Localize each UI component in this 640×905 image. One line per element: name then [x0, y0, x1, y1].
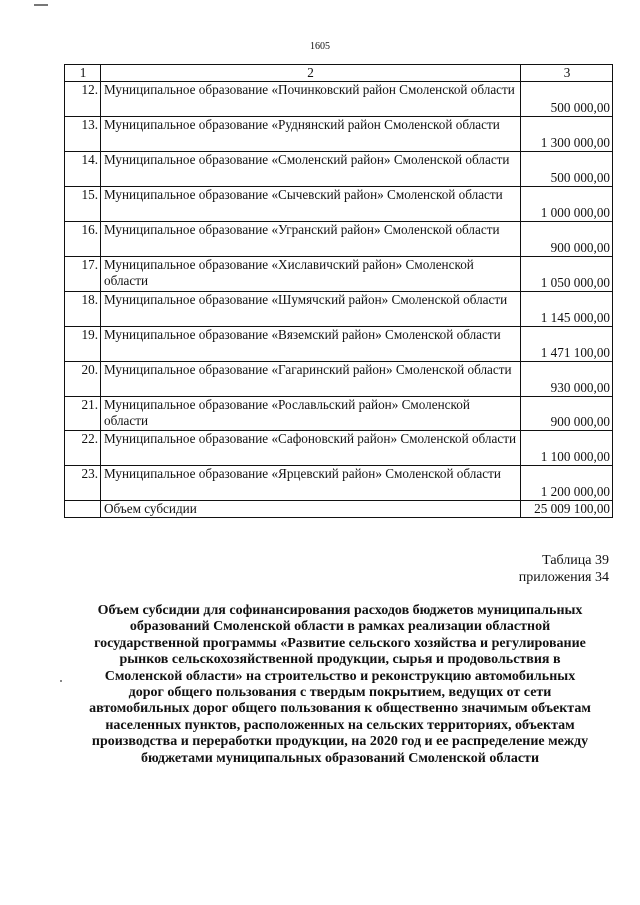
row-amount: 930 000,00	[521, 362, 613, 397]
row-municipality: Муниципальное образование «Угранский район» Смоленской области	[101, 222, 521, 257]
heading-line: дорог общего пользования с твердым покрытием, ведущих от сети	[128, 685, 552, 701]
row-number: 20.	[65, 362, 101, 397]
heading-line: Объем субсидии для софинансирования расходов бюджетов муниципальных	[97, 603, 583, 618]
row-amount: 1 100 000,00	[521, 431, 613, 466]
subsidy-table	[64, 64, 613, 518]
row-amount: 500 000,00	[521, 152, 613, 187]
row-municipality: Муниципальное образование «Ярцевский район» Смоленской области	[101, 466, 521, 501]
heading-line: рынков сельскохозяйственной продукции, сырья и продовольствия в	[119, 652, 561, 668]
total-row	[65, 501, 613, 518]
caption-appendix: приложения 34	[518, 570, 609, 585]
row-number: 16.	[65, 222, 101, 257]
row-number: 13.	[65, 117, 101, 152]
table-row	[65, 257, 613, 292]
row-amount: 1 200 000,00	[521, 466, 613, 501]
row-number: 21.	[65, 397, 101, 431]
row-municipality: Муниципальное образование «Смоленский район» Смоленской области	[101, 152, 521, 187]
row-municipality: Муниципальное образование «Хиславичский район» Смоленской области	[101, 257, 521, 292]
total-number-cell	[65, 501, 101, 518]
heading-line: производства и переработки продукции, на 2020 год и ее распределение между	[91, 734, 589, 750]
row-amount: 1 300 000,00	[521, 117, 613, 152]
heading-line: населенных пунктов, расположенных на сельских территориях, объектам	[105, 717, 575, 733]
row-municipality: Муниципальное образование «Гагаринский район» Смоленской области	[101, 362, 521, 397]
row-amount: 1 050 000,00	[521, 257, 613, 292]
row-amount: 1 471 100,00	[521, 327, 613, 362]
row-amount: 500 000,00	[521, 82, 613, 117]
heading-line: государственной программы «Развитие сельского хозяйства и регулирование	[94, 635, 586, 651]
table-row	[65, 431, 613, 466]
heading-line: Смоленской области» на строительство и реконструкцию автомобильных	[104, 668, 576, 684]
scan-dot	[60, 680, 62, 682]
header-col-1: 1	[65, 65, 101, 82]
row-number: 14.	[65, 152, 101, 187]
caption-table-number: Таблица 39	[542, 553, 609, 568]
table-row	[65, 117, 613, 152]
row-number: 19.	[65, 327, 101, 362]
table-row	[65, 362, 613, 397]
row-number: 22.	[65, 431, 101, 466]
row-municipality: Муниципальное образование «Сафоновский район» Смоленской области	[101, 431, 521, 466]
row-municipality: Муниципальное образование «Починковский район Смоленской области	[101, 82, 521, 117]
page-number: 1605	[310, 41, 330, 52]
row-amount: 900 000,00	[521, 397, 613, 431]
row-number: 15.	[65, 187, 101, 222]
table-heading	[64, 603, 616, 767]
table-row	[65, 82, 613, 117]
table-row	[65, 292, 613, 327]
total-amount: 25 009 100,00	[521, 501, 613, 518]
table-row	[65, 466, 613, 501]
heading-line: образований Смоленской области в рамках реализации областной	[129, 619, 551, 635]
row-amount: 900 000,00	[521, 222, 613, 257]
scan-mark	[34, 4, 48, 6]
row-number: 17.	[65, 257, 101, 292]
table-row	[65, 327, 613, 362]
table-caption	[519, 552, 609, 586]
row-number: 18.	[65, 292, 101, 327]
row-municipality: Муниципальное образование «Рославльский район» Смоленской области	[101, 397, 521, 431]
total-label: Объем субсидии	[101, 501, 521, 518]
row-amount: 1 145 000,00	[521, 292, 613, 327]
table-header-row	[65, 65, 613, 82]
row-number: 12.	[65, 82, 101, 117]
table-row	[65, 152, 613, 187]
table-row	[65, 397, 613, 431]
heading-line: бюджетами муниципальных образований Смоленской области	[140, 750, 540, 766]
table-row	[65, 222, 613, 257]
row-municipality: Муниципальное образование «Руднянский район Смоленской области	[101, 117, 521, 152]
header-col-2: 2	[101, 65, 521, 82]
table-row	[65, 187, 613, 222]
row-amount: 1 000 000,00	[521, 187, 613, 222]
row-municipality: Муниципальное образование «Сычевский район» Смоленской области	[101, 187, 521, 222]
row-municipality: Муниципальное образование «Вяземский район» Смоленской области	[101, 327, 521, 362]
row-municipality: Муниципальное образование «Шумячский район» Смоленской области	[101, 292, 521, 327]
heading-line: автомобильных дорог общего пользования к общественно значимым объектам	[89, 701, 591, 717]
header-col-3: 3	[521, 65, 613, 82]
row-number: 23.	[65, 466, 101, 501]
